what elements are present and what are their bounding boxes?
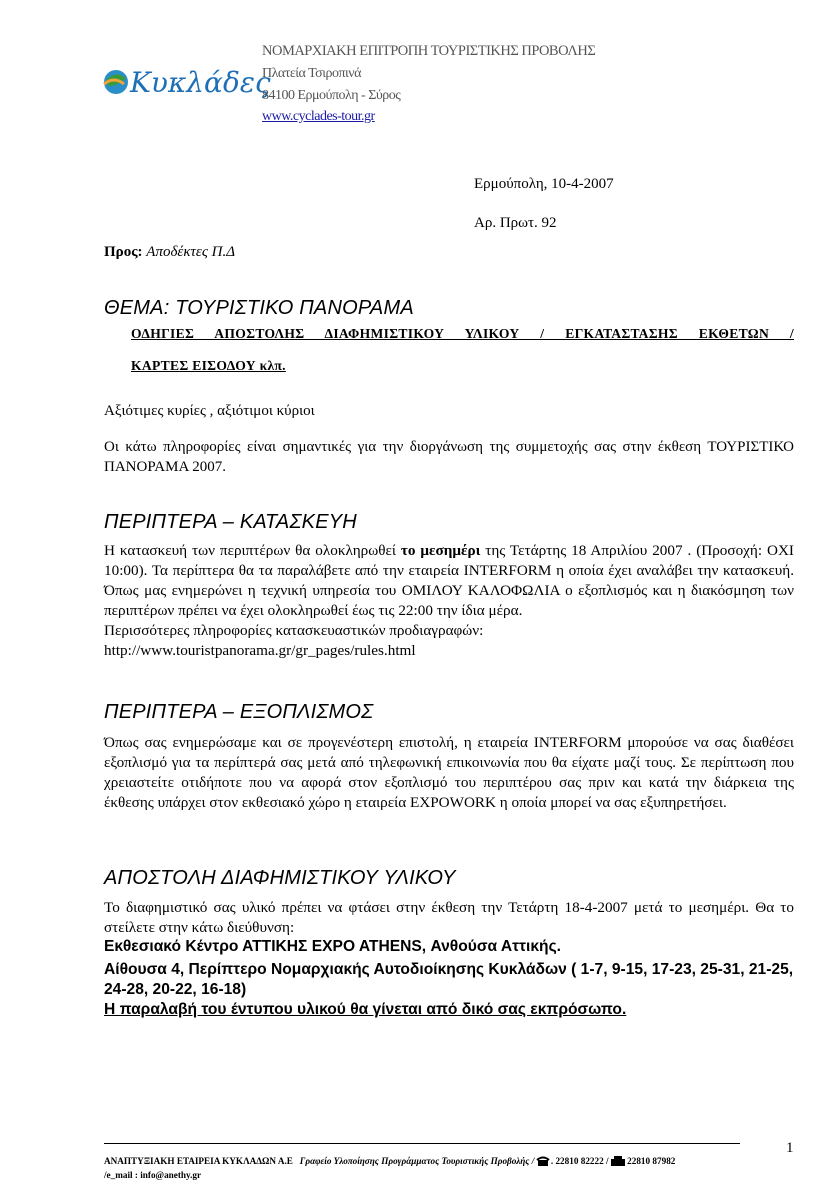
fax-icon [611, 1156, 625, 1168]
more-info-text: Περισσότερες πληροφορίες κατασκευαστικών προδιαγραφών: [104, 622, 484, 639]
subject-line-1: ΟΔΗΓΙΕΣ ΑΠΟΣΤΟΛΗΣ ΔΙΑΦΗΜΙΣΤΙΚΟΥ ΥΛΙΚΟΥ / ΕΓΚΑΤΑΣΤΑΣΗΣ ΕΚΘΕΤΩΝ / [131, 326, 794, 341]
section-body-construction [104, 541, 794, 661]
org-name: ΝΟΜΑΡΧΙΑΚΗ ΕΠΙΤΡΟΠΗ ΤΟΥΡΙΣΤΙΚΗΣ ΠΡΟΒΟΛΗΣ [262, 43, 596, 59]
delivery-address-2: Αίθουσα 4, Περίπτερο Νομαρχιακής Αυτοδιοίκησης Κυκλάδων ( 1-7, 9-15, 17-23, 25-31, 21-25, 24-28, 20-22, 16-18) [104, 961, 794, 998]
subject-line-2: ΚΑΡΤΕΣ ΕΙΣΟΔΟΥ κλπ. [131, 358, 286, 373]
construction-text-a: Η κατασκευή των περιπτέρων θα ολοκληρωθεί [104, 542, 401, 559]
delivery-note: Η παραλαβή του έντυπου υλικού θα γίνεται από δικό σας εκπρόσωπο. [104, 1001, 627, 1018]
subject-title: ΘΕΜΑ: ΤΟΥΡΙΣΤΙΚΟ ΠΑΝΟΡΑΜΑ [104, 297, 414, 319]
address-line1: Πλατεία Τσιροπινά [262, 66, 361, 81]
svg-text:Κυκλάδες: Κυκλάδες [130, 66, 271, 99]
section-heading-construction: ΠΕΡΙΠΤΕΡΑ – ΚΑΤΑΣΚΕΥΗ [104, 511, 357, 533]
phone-icon [537, 1156, 549, 1168]
footer-divider [104, 1143, 740, 1144]
cyclades-logo [100, 56, 271, 112]
footer-company: ΑΝΑΠΤΥΞΙΑΚΗ ΕΤΑΙΡΕΙΑ ΚΥΚΛΑΔΩΝ Α.Ε [104, 1156, 293, 1167]
recipient-value: Αποδέκτες Π.Δ [146, 244, 236, 260]
footer-office: Γραφείο Υλοποίησης Προγράμματος Τουριστικής Προβολής / [299, 1156, 535, 1167]
recipient-label: Προς: [104, 244, 143, 260]
page-number: 1 [786, 1140, 794, 1156]
address-line2: 84100 Ερμούπολη - Σύρος [262, 88, 401, 103]
intro-paragraph: Οι κάτω πληροφορίες είναι σημαντικές για την διοργάνωση της συμμετοχής σας στην έκθεση ΤΟΥΡΙΣΤΙΚΟ ΠΑΝΟΡΑΜΑ 2007. [104, 439, 794, 475]
footer-email: /e_mail : info@anethy.gr [104, 1170, 202, 1180]
section-body-promo-material: Το διαφημιστικό σας υλικό πρέπει να φτάσει στην έκθεση την Τετάρτη 18-4-2007 μετά το μεσημέρι. Θα το στείλετε στην κάτω διεύθυνση: [104, 899, 794, 936]
recipient [104, 244, 235, 261]
protocol-number: Αρ. Πρωτ. 92 [474, 215, 557, 231]
section-heading-promo-material: ΑΠΟΣΤΟΛΗ ΔΙΑΦΗΜΙΣΤΙΚΟΥ ΥΛΙΚΟΥ [104, 867, 456, 889]
letter-date: Ερμούπολη, 10-4-2007 [474, 176, 614, 192]
greeting: Αξιότιμες κυρίες , αξιότιμοι κύριοι [104, 403, 315, 419]
footer-fax: 22810 87982 [627, 1156, 676, 1167]
footer-phone: . 22810 82222 / [550, 1156, 609, 1167]
section-heading-equipment: ΠΕΡΙΠΤΕΡΑ – ΕΞΟΠΛΙΣΜΟΣ [104, 701, 374, 723]
rules-url[interactable]: http://www.touristpanorama.gr/gr_pages/rules.html [104, 642, 416, 659]
section-body-equipment: Όπως σας ενημερώσαμε και σε προγενέστερη επιστολή, η εταιρεία INTERFORM μπορούσε να σας διαθέσει εξοπλισμό για τα περίπτερά σας μετά από τηλεφωνική επικοινωνία που θα είχατε μαζί τους. Σε περίπτωση που χρειαστείτε οτιδήποτε που να αφορά στον εξοπλισμό του περιπτέρου σας πριν και κατά την διάρκεια της έκθεσης υπάρχει στον εκθεσιακό χώρο η εταιρεία EXPOWORK η οποία μπορεί να σας εξυπηρετήσει. [104, 734, 794, 811]
construction-text-bold: το μεσημέρι [400, 542, 481, 559]
website-link[interactable]: www.cyclades-tour.gr [262, 109, 375, 124]
delivery-address-1: Εκθεσιακό Κέντρο ΑΤΤΙΚΗΣ EXPO ATHENS, Ανθούσα Αττικής. [104, 938, 562, 955]
footer-line [104, 1156, 675, 1168]
construction-text-b: της Τετάρτης 18 Απριλίου 2007 . (Προσοχή: ΟΧΙ 10:00). Τα περίπτερα θα τα παραλάβετε από την εταιρεία INTERFORM η οποία έχει αναλάβει την κατασκευή. Όπως μας ενημερώνει η τεχνική υπηρεσία του ΟΜΙΛΟΥ ΚΑΛΟΦΩΛΙΑ ο εξοπλισμός και η διακόσμηση των περιπτέρων πρέπει να έχει ολοκληρωθεί έως τις 22:00 την ίδια μέρα. [104, 542, 794, 619]
